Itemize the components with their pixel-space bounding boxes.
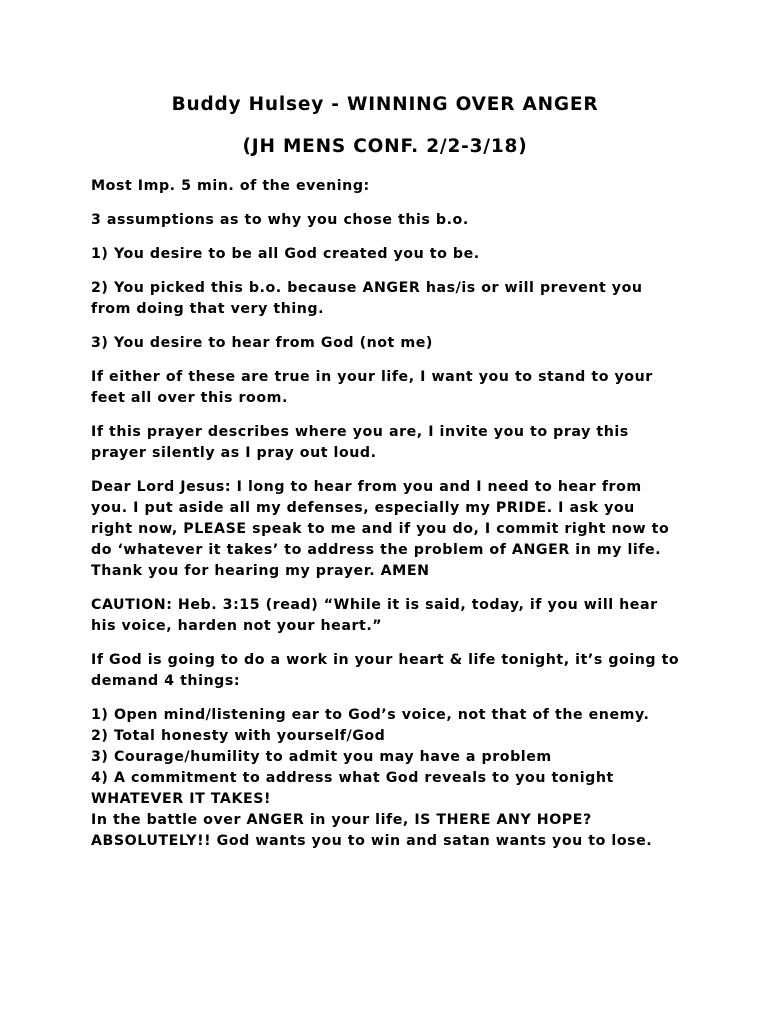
- list-item: 3) Courage/humility to admit you may have a problem: [91, 749, 552, 765]
- paragraph-assumption-2: 2) You picked this b.o. because ANGER has/is or will prevent you from doing that very thing.: [91, 280, 643, 317]
- paragraph-demand: If God is going to do a work in your heart & life tonight, it’s going to demand 4 things:: [91, 652, 680, 689]
- list-item: 1) Open mind/listening ear to God’s voice, not that of the enemy.: [91, 707, 650, 723]
- document-body: [91, 176, 681, 852]
- paragraph-caution: CAUTION: Heb. 3:15 (read) “While it is said, today, if you will hear his voice, harden not your heart.”: [91, 597, 658, 634]
- paragraph-assumptions: 3 assumptions as to why you chose this b.o.: [91, 212, 469, 228]
- list-item: 4) A commitment to address what God reveals to you tonight WHATEVER IT TAKES!: [91, 770, 614, 807]
- paragraph-invite-prayer: If this prayer describes where you are, I invite you to pray this prayer silently as I pray out loud.: [91, 424, 629, 461]
- paragraph-prayer: Dear Lord Jesus: I long to hear from you and I need to hear from you. I put aside all my defenses, especially my PRIDE. I ask you right now, PLEASE speak to me and if you do, I commit right now to do ‘whatever it takes’ to address the problem of ANGER in my life. Thank you for hearing my prayer. AMEN: [91, 479, 670, 579]
- paragraph-intro: Most Imp. 5 min. of the evening:: [91, 178, 370, 194]
- closing-line: In the battle over ANGER in your life, IS THERE ANY HOPE? ABSOLUTELY!! God wants you to win and satan wants you to lose.: [91, 812, 653, 849]
- paragraph-assumption-3: 3) You desire to hear from God (not me): [91, 335, 433, 351]
- document-subtitle: (JH MENS CONF. 2/2-3/18): [242, 136, 528, 157]
- demands-list: [91, 705, 681, 852]
- list-item: 2) Total honesty with yourself/God: [91, 728, 386, 744]
- document-title: Buddy Hulsey - WINNING OVER ANGER: [171, 94, 599, 115]
- paragraph-stand: If either of these are true in your life, I want you to stand to your feet all over this room.: [91, 369, 653, 406]
- paragraph-assumption-1: 1) You desire to be all God created you to be.: [91, 246, 480, 262]
